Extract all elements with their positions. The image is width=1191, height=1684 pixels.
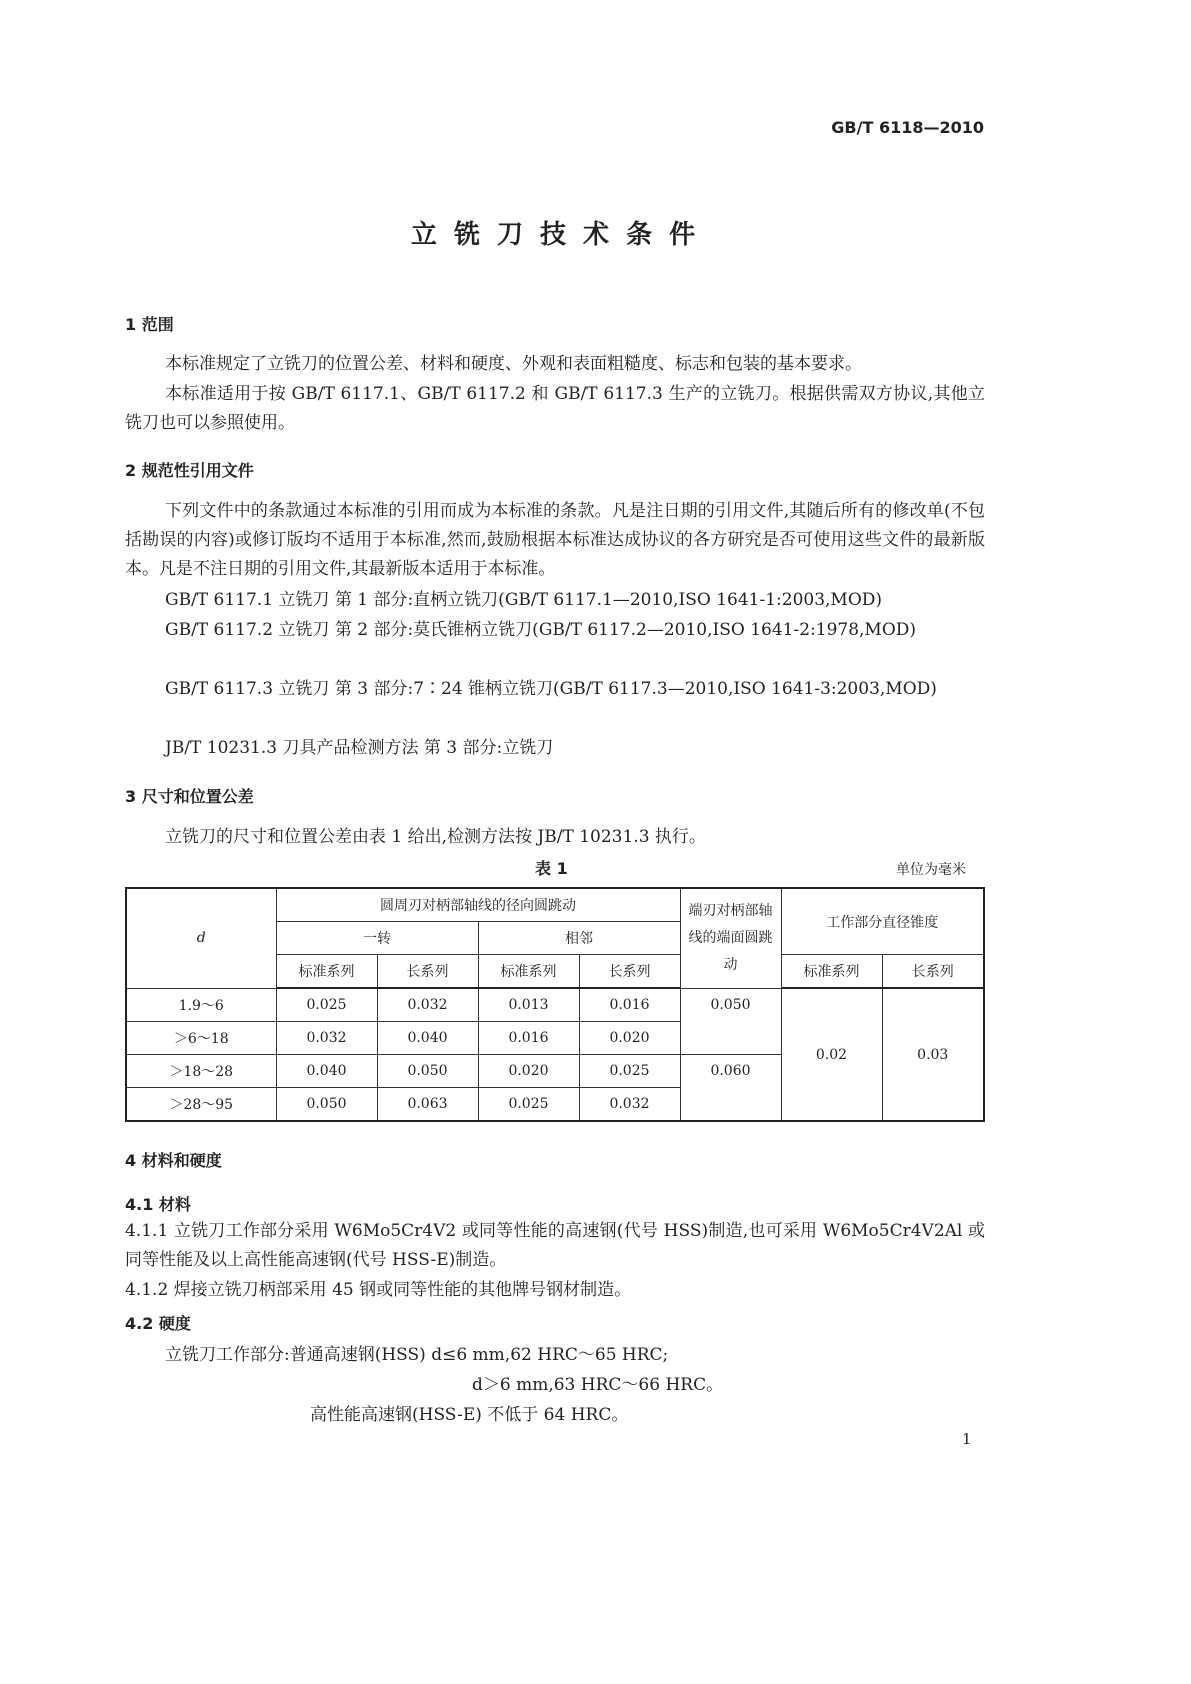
- cell: 0.02: [781, 988, 882, 1121]
- section-4-heading: 4 材料和硬度: [125, 1151, 222, 1170]
- reference-item: GB/T 6117.1 立铣刀 第 1 部分:直柄立铣刀(GB/T 6117.1—2010,ISO 1641-1:2003,MOD): [165, 590, 883, 610]
- reference-item: GB/T 6117.2 立铣刀 第 2 部分:莫氏锥柄立铣刀(GB/T 6117.2—2010,ISO 1641-2:1978,MOD): [165, 620, 917, 640]
- header-d: d: [126, 888, 276, 988]
- cell: 0.025: [478, 1088, 579, 1122]
- header-long-series: 长系列: [882, 955, 984, 989]
- section-3-para-1: 立铣刀的尺寸和位置公差由表 1 给出,检测方法按 JB/T 10231.3 执行。: [165, 827, 706, 847]
- cell: 0.032: [579, 1088, 680, 1122]
- section-1-heading: 1 范围: [125, 315, 174, 334]
- reference-item: JB/T 10231.3 刀具产品检测方法 第 3 部分:立铣刀: [165, 738, 554, 758]
- cell: 0.032: [377, 988, 478, 1022]
- cell: 0.050: [680, 988, 781, 1055]
- subsection-4-1-heading: 4.1 材料: [125, 1195, 191, 1214]
- header-one-turn: 一转: [276, 922, 478, 955]
- cell: 0.032: [276, 1022, 377, 1055]
- header-taper: 工作部分直径锥度: [781, 888, 984, 955]
- page-number: 1: [962, 1430, 972, 1448]
- cell: 0.016: [579, 988, 680, 1022]
- cell: 0.060: [680, 1055, 781, 1122]
- cell: 0.03: [882, 988, 984, 1121]
- section-3-heading: 3 尺寸和位置公差: [125, 787, 254, 806]
- cell: 0.025: [276, 988, 377, 1022]
- cell: 0.013: [478, 988, 579, 1022]
- cell: ＞6～18: [126, 1022, 276, 1055]
- section-1-para-1: 本标准规定了立铣刀的位置公差、材料和硬度、外观和表面粗糙度、标志和包装的基本要求。: [165, 354, 862, 374]
- tolerance-table: [125, 887, 985, 1122]
- header-standard-series: 标准系列: [478, 955, 579, 989]
- clause-4-1-2: 4.1.2 焊接立铣刀柄部采用 45 钢或同等性能的其他牌号钢材制造。: [125, 1280, 632, 1300]
- cell: 0.040: [377, 1022, 478, 1055]
- header-standard-series: 标准系列: [781, 955, 882, 989]
- header-standard-series: 标准系列: [276, 955, 377, 989]
- cell: 0.025: [579, 1055, 680, 1088]
- cell: 0.050: [276, 1088, 377, 1122]
- section-1-para-2: 本标准适用于按 GB/T 6117.1、GB/T 6117.2 和 GB/T 6117.3 生产的立铣刀。根据供需双方协议,其他立铣刀也可以参照使用。: [125, 384, 985, 433]
- header-radial-runout: 圆周刃对柄部轴线的径向圆跳动: [276, 888, 680, 922]
- hardness-line-2: d＞6 mm,63 HRC～66 HRC。: [472, 1375, 724, 1395]
- cell: 0.063: [377, 1088, 478, 1122]
- subsection-4-2-heading: 4.2 硬度: [125, 1314, 191, 1333]
- section-2-para-1: 下列文件中的条款通过本标准的引用而成为本标准的条款。凡是注日期的引用文件,其随后所有的修改单(不包括勘误的内容)或修订版均不适用于本标准,然而,鼓励根据本标准达成协议的各方研究是否可使用这些文件的最新版本。凡是不注日期的引用文件,其最新版本适用于本标准。: [125, 501, 985, 579]
- header-axial-runout: 端刃对柄部轴线的端面圆跳动: [680, 888, 781, 988]
- cell: ＞28～95: [126, 1088, 276, 1122]
- hardness-line-3: 高性能高速钢(HSS-E) 不低于 64 HRC。: [310, 1405, 629, 1425]
- cell: 1.9～6: [126, 988, 276, 1022]
- cell: 0.016: [478, 1022, 579, 1055]
- reference-item: GB/T 6117.3 立铣刀 第 3 部分:7∶24 锥柄立铣刀(GB/T 6117.3—2010,ISO 1641-3:2003,MOD): [165, 679, 937, 699]
- section-2-heading: 2 规范性引用文件: [125, 461, 254, 480]
- header-long-series: 长系列: [579, 955, 680, 989]
- document-title: 立 铣 刀 技 术 条 件: [410, 220, 700, 250]
- cell: 0.020: [579, 1022, 680, 1055]
- table-row: [126, 988, 984, 1022]
- cell: 0.040: [276, 1055, 377, 1088]
- hardness-line-1: 立铣刀工作部分:普通高速钢(HSS) d≤6 mm,62 HRC～65 HRC;: [165, 1345, 669, 1365]
- cell: 0.020: [478, 1055, 579, 1088]
- table-caption: 表 1: [535, 859, 568, 878]
- standard-number: GB/T 6118—2010: [831, 118, 984, 137]
- cell: 0.050: [377, 1055, 478, 1088]
- cell: ＞18～28: [126, 1055, 276, 1088]
- clause-4-1-1: 4.1.1 立铣刀工作部分采用 W6Mo5Cr4V2 或同等性能的高速钢(代号 HSS)制造,也可采用 W6Mo5Cr4V2Al 或同等性能及以上高性能高速钢(代号 HSS-E)制造。: [125, 1221, 985, 1270]
- table-unit: 单位为毫米: [896, 862, 966, 878]
- header-adjacent: 相邻: [478, 922, 680, 955]
- header-long-series: 长系列: [377, 955, 478, 989]
